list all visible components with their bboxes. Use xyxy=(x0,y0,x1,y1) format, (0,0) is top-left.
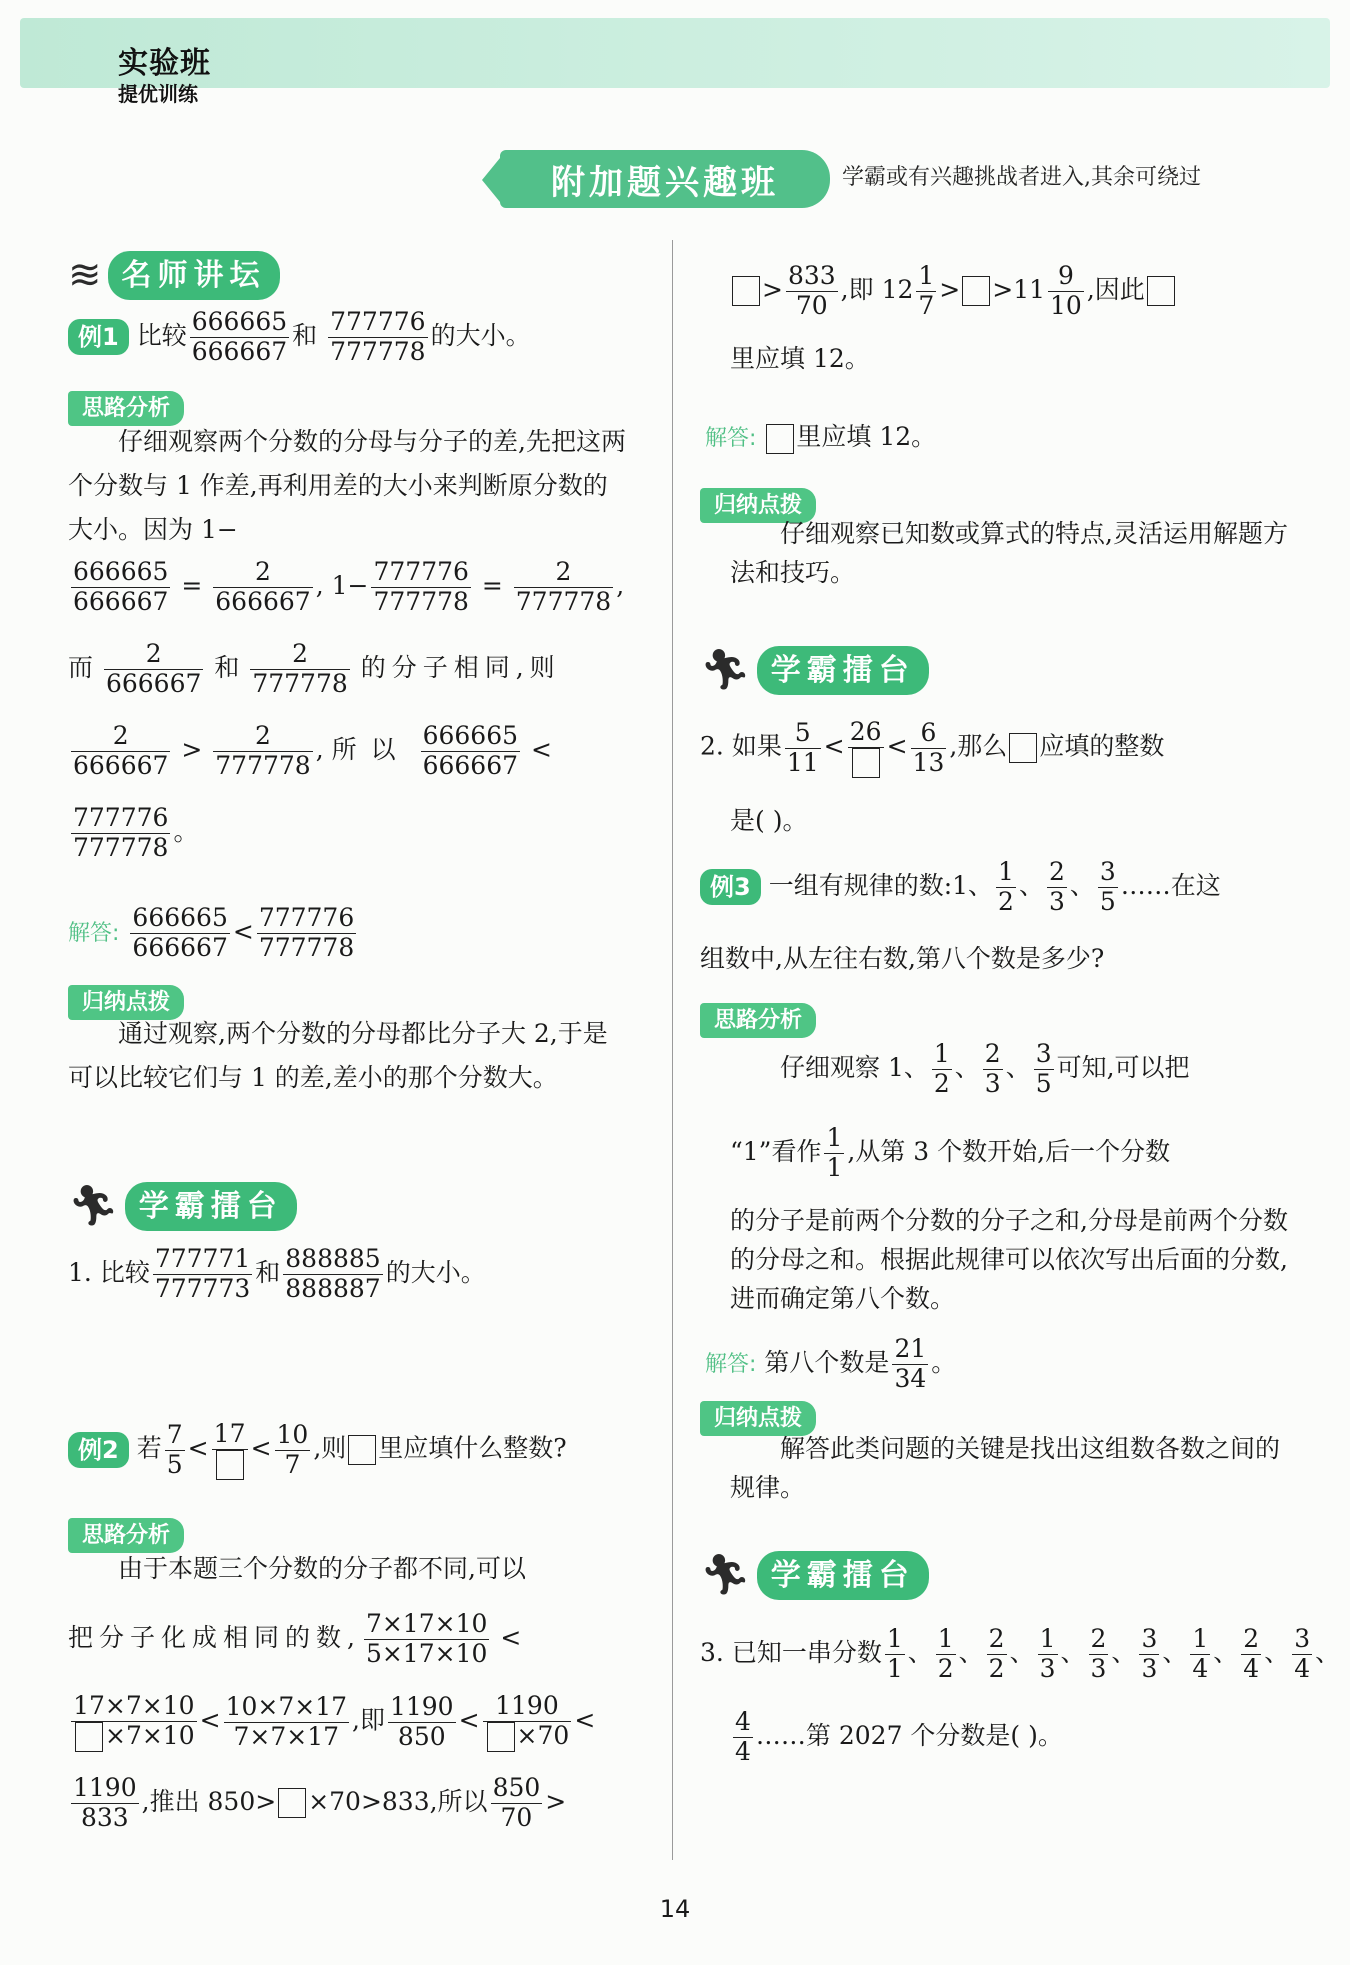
text: 的大小。 xyxy=(430,320,531,350)
question-1: 1. 比较 $\frac{777771}{777773}$ 和 $\frac{888885}{888887}$ 的大小。 xyxy=(68,1244,486,1303)
summary-tag-2: 归纳点拨 xyxy=(700,485,816,523)
example1-question xyxy=(68,308,531,367)
question-2-line2: 是( )。 xyxy=(730,806,808,835)
example2-question: 例2 若 $\frac{7}{5}$ < 17 < $\frac{10}{7}$ ,则 里应填什么整数? xyxy=(68,1420,567,1480)
ex2-continue-line1: > $\frac{833}{70}$ ,即 12 $\frac{1}{7}$ > >11 $\frac{9}{10}$ ,因此 xyxy=(730,262,1177,321)
ex1-summary: 通过观察,两个分数的分母都比分子大 2,于是可以比较它们与 1 的差,差小的那个分数大。 xyxy=(68,1019,608,1092)
ex1-work-line4: $\frac{777776}{777778}$ 。 xyxy=(73,803,199,862)
series-fraction: $\frac{1}{3}$ xyxy=(1039,1624,1056,1683)
analysis-tag: 思路分析 xyxy=(68,388,184,426)
teacher-label: 名师讲坛 xyxy=(108,251,280,300)
analysis-text: 仔细观察两个分数的分母与分子的差,先把这两个分数与 1 作差,再利用差的大小来判断原分数的大小。因为 1− xyxy=(68,427,626,544)
arena-heading-2: 🏃︎ 学霸擂台 xyxy=(700,640,929,700)
ex3-analysis-line2: “1”看作 $\frac{1}{1}$ ,从第 3 个数开始,后一个分数 xyxy=(730,1123,1171,1182)
analysis-tag-3: 思路分析 xyxy=(700,1000,816,1038)
ex1-work-line3: $\frac{2}{666667}$ > $\frac{2}{777778}$ , 所以 $\frac{666665}{666667}$ < xyxy=(73,721,552,780)
series-fraction: $\frac{2}{2}$ xyxy=(988,1624,1005,1683)
ex2-continue-line2: 里应填 12。 xyxy=(730,344,870,373)
question-2: 2. 如果 $\frac{5}{11}$ < 26 < $\frac{6}{13}$ ,那么 应填的整数 xyxy=(700,717,1165,777)
series-fraction: $\frac{1}{2}$ xyxy=(937,1624,954,1683)
book-logo xyxy=(118,38,211,107)
analysis-tag-2: 思路分析 xyxy=(68,1515,184,1553)
series-fraction: $\frac{3}{4}$ xyxy=(1294,1624,1311,1683)
ex3-answer: 解答: 第八个数是 $\frac{21}{34}$ 。 xyxy=(705,1334,957,1393)
ex3-summary: 解答此类问题的关键是找出这组数各数之间的规律。 xyxy=(730,1434,1281,1502)
ex2-analysis: 由于本题三个分数的分子都不同,可以 xyxy=(118,1554,526,1583)
teacher-heading xyxy=(68,245,280,305)
series-fraction: $\frac{1}{4}$ xyxy=(1192,1624,1209,1683)
series-fraction: $\frac{3}{3}$ xyxy=(1141,1624,1158,1683)
example3-line2: 组数中,从左往右数,第八个数是多少? xyxy=(700,944,1105,973)
ex2-work-line2: $\frac{17\times 7\times 10}{\times 7\times 10}$ < $\frac{10\times 7\times 17}{7\times 7\times 17}$ ,即 $\frac{1190}{850}$ < $\frac{1190}{\times 70}$ < xyxy=(68,1692,595,1752)
logo-sub: 提优训练 xyxy=(118,82,198,106)
series-fraction: $\frac{2}{4}$ xyxy=(1243,1624,1260,1683)
example3-question: 例3 一组有规律的数:1、 $\frac{1}{2}$ 、 $\frac{2}{3}$ 、 $\frac{3}{5}$ ……在这 xyxy=(700,858,1221,917)
runner-icon: 🏃︎ xyxy=(700,1552,751,1598)
fraction: $\frac{777776}{777778}$ xyxy=(330,307,426,366)
fraction: $\frac{666665}{666667}$ xyxy=(191,307,288,366)
question-3: 3. 已知一串分数 $\frac{1}{1}$ 、 $\frac{1}{2}$ 、 $\frac{2}{2}$ 、 $\frac{1}{3}$ 、 $\frac{2}{3}$ 、 $\frac{3}{3}$ 、 $\frac{1}{4}$ 、 $\frac{2}{4}$ 、 $\frac{3}{4}$ 、 xyxy=(700,1624,1341,1683)
banner-note: 学霸或有兴趣挑战者进入,其余可绕过 xyxy=(842,165,1201,190)
summary-tag-3: 归纳点拨 xyxy=(700,1398,816,1436)
series-fraction: $\frac{2}{3}$ xyxy=(1090,1624,1107,1683)
swimmer-icon: ≋ xyxy=(68,252,102,298)
top-band xyxy=(20,18,1330,88)
text: 比较 xyxy=(136,320,187,350)
ex1-work-line1: $\frac{666665}{666667}$ = $\frac{2}{666667}$ , 1− $\frac{777776}{777778}$ = $\frac{2}{777778}$ , xyxy=(73,557,625,616)
text: 和 xyxy=(292,320,318,350)
ex1-answer: 解答: $\frac{666665}{666667}$ < $\frac{777776}{777778}$ xyxy=(68,903,355,962)
runner-icon: 🏃︎ xyxy=(700,647,751,693)
ex2-work-line3: $\frac{1190}{833}$ ,推出 850> ×70>833,所以 $\frac{850}{70}$ > xyxy=(73,1773,567,1832)
arena-heading-1: 🏃︎ 学霸擂台 xyxy=(68,1176,297,1236)
ex3-analysis-line3: 的分子是前两个分数的分子之和,分母是前两个分数的分母之和。根据此规律可以依次写出后面的分数,进而确定第八个数。 xyxy=(730,1206,1288,1313)
section-banner: 附加题兴趣班 xyxy=(500,150,830,208)
ex2-work-line1: 把分子化成相同的数, $\frac{7\times 17\times 10}{5\times 17\times 10}$ < xyxy=(68,1609,522,1668)
runner-icon: 🏃︎ xyxy=(68,1183,119,1229)
ex1-work-line2: 而 $\frac{2}{666667}$ 和 $\frac{2}{777778}$ 的分子相同,则 xyxy=(68,639,561,698)
ex2-answer: 解答: 里应填 12。 xyxy=(705,418,936,456)
question-3-line2: $\frac{4}{4}$ ……第 2027 个分数是( )。 xyxy=(735,1707,1063,1766)
column-divider xyxy=(672,240,673,1860)
summary-tag: 归纳点拨 xyxy=(68,982,184,1020)
ex3-analysis-line1: 仔细观察 1、 $\frac{1}{2}$ 、 $\frac{2}{3}$ 、 $\frac{3}{5}$ 可知,可以把 xyxy=(780,1039,1190,1098)
page-number: 14 xyxy=(659,1895,691,1923)
arena-heading-3: 🏃︎ 学霸擂台 xyxy=(700,1545,929,1605)
ex2-summary: 仔细观察已知数或算式的特点,灵活运用解题方法和技巧。 xyxy=(730,519,1288,587)
series-fraction: $\frac{1}{1}$ xyxy=(886,1624,903,1683)
example1-badge: 例1 xyxy=(68,319,129,355)
logo-main: 实验班 xyxy=(118,46,211,81)
